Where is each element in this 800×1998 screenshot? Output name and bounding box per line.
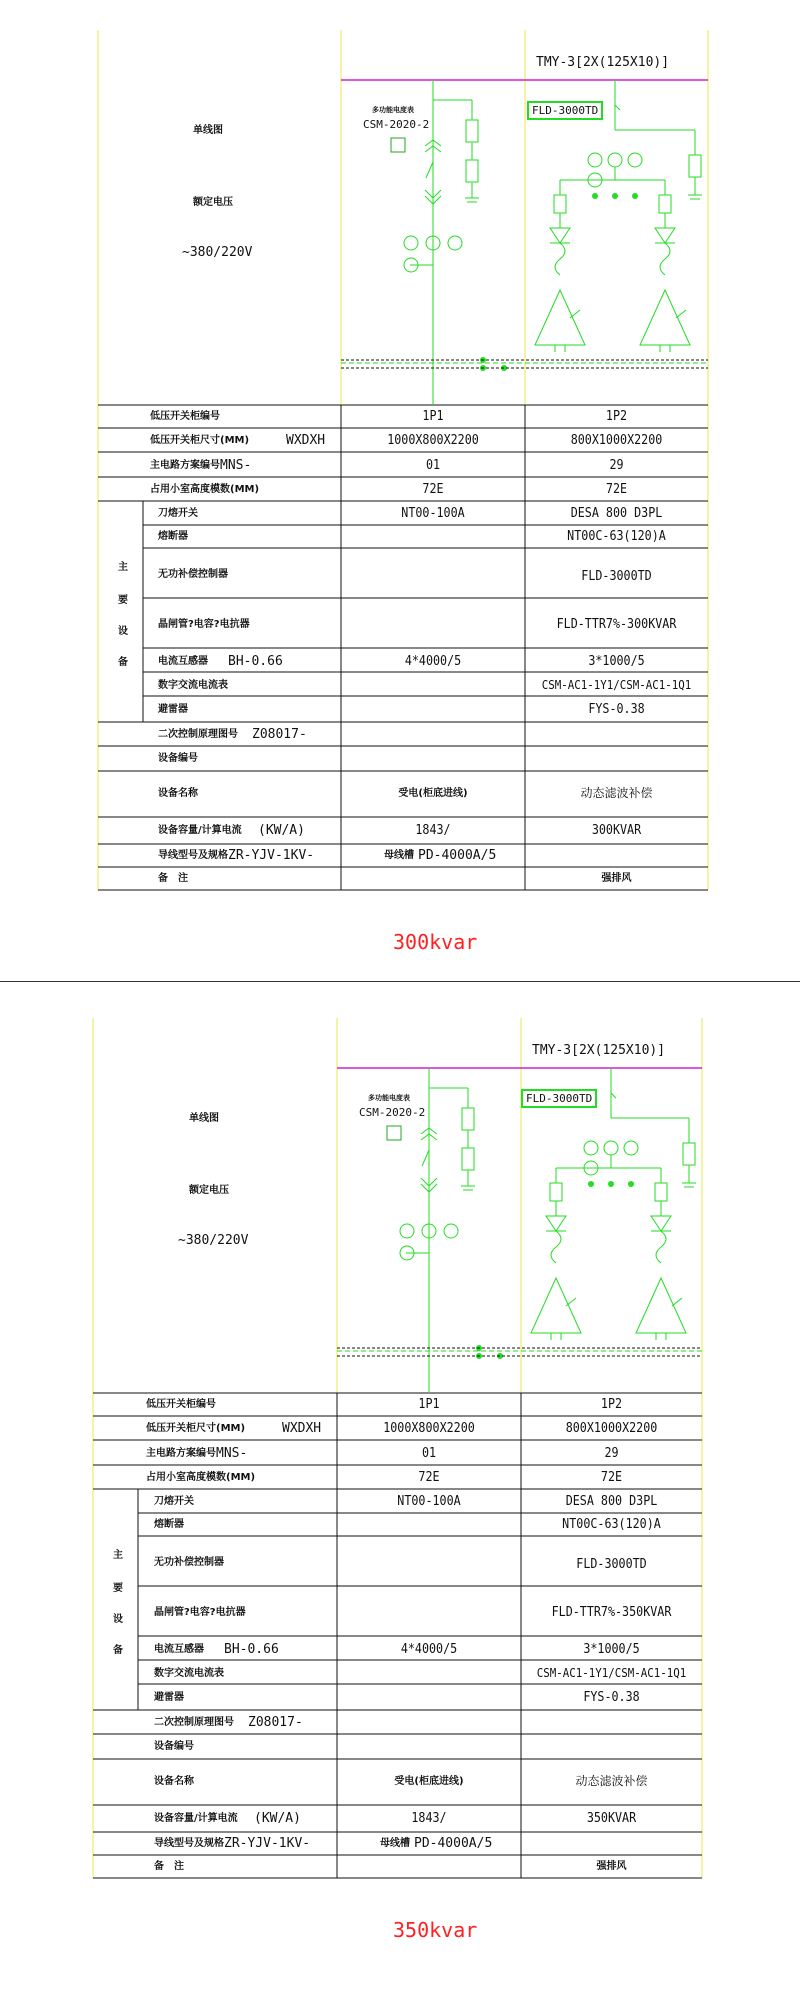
fuse-2: NT00C-63(120)A bbox=[567, 529, 666, 544]
scheme-no-prefix: MNS- bbox=[220, 458, 252, 473]
secondary-prefix: Z08017- bbox=[248, 1715, 303, 1730]
drawing-sheet-300kvar bbox=[0, 0, 800, 980]
cabinet-no-1: 1P1 bbox=[418, 1397, 440, 1412]
scheme-no-prefix: MNS- bbox=[216, 1446, 248, 1461]
filter-compensation-circuit bbox=[531, 1068, 696, 1340]
main-equipment-char-4: 备 bbox=[113, 1645, 123, 1656]
drawer-height-label: 占用小室高度模数(MM) bbox=[146, 1472, 256, 1483]
ct-1: 4*4000/5 bbox=[400, 1642, 458, 1657]
main-equipment-char-2: 要 bbox=[118, 595, 128, 606]
main-equipment-char-1: 主 bbox=[118, 562, 128, 573]
main-equipment-char-3: 设 bbox=[118, 626, 128, 637]
main-equipment-char-1: 主 bbox=[113, 1550, 123, 1561]
schematic-graphics bbox=[0, 0, 800, 900]
knife-switch-label: 刀熔开关 bbox=[158, 508, 198, 519]
secondary-prefix: Z08017- bbox=[252, 727, 307, 742]
thyristor-label: 晶闸管?电容?电抗器 bbox=[158, 619, 250, 630]
capacity-1: 1843/ bbox=[411, 1811, 447, 1826]
drawer-height-1: 72E bbox=[418, 1470, 440, 1485]
device-name-label: 设备名称 bbox=[154, 1776, 194, 1787]
ammeter-label: 数字交流电流表 bbox=[158, 680, 228, 691]
busbar-spec: TMY-3[2X(125X10)] bbox=[532, 1043, 666, 1058]
secondary-label: 二次控制原理图号 bbox=[158, 729, 238, 740]
knife-switch-2: DESA 800 D3PL bbox=[570, 506, 663, 521]
device-name-2: 动态滤波补偿 bbox=[580, 786, 653, 800]
rated-voltage: ~380/220V bbox=[182, 245, 253, 260]
cabinet-size-2: 800X1000X2200 bbox=[570, 433, 663, 448]
main-equipment-char-3: 设 bbox=[113, 1614, 123, 1625]
schematic-graphics bbox=[0, 988, 800, 1888]
fuse-2: NT00C-63(120)A bbox=[562, 1517, 661, 1532]
wire-1: PD-4000A/5 bbox=[418, 848, 497, 863]
meter-label: 多功能电度表 bbox=[372, 106, 414, 114]
var-controller-label: 无功补偿控制器 bbox=[158, 569, 228, 580]
ammeter-2: CSM-AC1-1Y1/CSM-AC1-1Q1 bbox=[541, 678, 692, 692]
scheme-no-label: 主电路方案编号 bbox=[150, 460, 220, 471]
wire-prefix: ZR-YJV-1KV- bbox=[228, 848, 315, 863]
wire-1-label: 母线槽 bbox=[384, 850, 414, 861]
controller-box: FLD-3000TD bbox=[521, 1089, 597, 1108]
fuse-label: 熔断器 bbox=[158, 531, 188, 542]
secondary-label: 二次控制原理图号 bbox=[154, 1717, 234, 1728]
knife-switch-2: DESA 800 D3PL bbox=[565, 1494, 658, 1509]
tap-dots bbox=[476, 1181, 634, 1359]
capacity-prefix: (KW/A) bbox=[258, 823, 305, 838]
scheme-no-2: 29 bbox=[609, 458, 624, 473]
cabinet-size-label: 低压开关柜尺寸(MM) bbox=[146, 1423, 246, 1434]
remark-2: 强排风 bbox=[601, 873, 632, 884]
thyristor-2: FLD-TTR7%-300KVAR bbox=[556, 617, 677, 632]
thyristor-label: 晶闸管?电容?电抗器 bbox=[154, 1607, 246, 1618]
arrester-label: 避雷器 bbox=[154, 1692, 184, 1703]
dashed-bus bbox=[337, 1348, 702, 1356]
single-line-label: 单线图 bbox=[189, 1113, 219, 1124]
ct-label: 电流互感器 bbox=[158, 656, 208, 667]
meter-model: CSM-2020-2 bbox=[359, 1106, 426, 1119]
cabinet-size-2: 800X1000X2200 bbox=[565, 1421, 658, 1436]
wire-prefix: ZR-YJV-1KV- bbox=[224, 1836, 311, 1851]
knife-switch-label: 刀熔开关 bbox=[154, 1496, 194, 1507]
capacity-2: 350KVAR bbox=[586, 1811, 637, 1826]
controller-box: FLD-3000TD bbox=[527, 101, 603, 120]
capacity-2: 300KVAR bbox=[591, 823, 642, 838]
scheme-no-1: 01 bbox=[425, 458, 441, 473]
knife-switch-1: NT00-100A bbox=[401, 506, 465, 521]
meter-label: 多功能电度表 bbox=[368, 1094, 410, 1102]
capacity-label: 设备容量/计算电流 bbox=[154, 1813, 238, 1824]
arrester-2: FYS-0.38 bbox=[588, 702, 645, 717]
capacity-prefix: (KW/A) bbox=[254, 1811, 301, 1826]
cabinet-size-prefix: WXDXH bbox=[282, 1421, 322, 1436]
single-line-label: 单线图 bbox=[193, 125, 223, 136]
wire-1-label: 母线槽 bbox=[380, 1838, 410, 1849]
ct-2: 3*1000/5 bbox=[588, 654, 645, 669]
capacity-caption: 300kvar bbox=[393, 930, 478, 954]
cabinet-no-2: 1P2 bbox=[600, 1397, 623, 1412]
cabinet-size-1: 1000X800X2200 bbox=[387, 433, 479, 448]
arrester-2: FYS-0.38 bbox=[583, 1690, 640, 1705]
cabinet-size-label: 低压开关柜尺寸(MM) bbox=[150, 435, 250, 446]
meter-model: CSM-2020-2 bbox=[363, 118, 430, 131]
device-name-1: 受电(柜底进线) bbox=[398, 788, 468, 799]
fuse-label: 熔断器 bbox=[154, 1519, 184, 1530]
cabinet-no-label: 低压开关柜编号 bbox=[146, 1399, 216, 1410]
wire-1: PD-4000A/5 bbox=[414, 1836, 493, 1851]
ct-label: 电流互感器 bbox=[154, 1644, 204, 1655]
scheme-no-2: 29 bbox=[604, 1446, 619, 1461]
ct-prefix: BH-0.66 bbox=[228, 654, 283, 669]
sheet-divider bbox=[0, 981, 800, 982]
capacity-label: 设备容量/计算电流 bbox=[158, 825, 242, 836]
remark-label: 备 注 bbox=[154, 1861, 184, 1872]
thyristor-2: FLD-TTR7%-350KVAR bbox=[551, 1605, 672, 1620]
device-no-label: 设备编号 bbox=[158, 753, 198, 764]
ammeter-label: 数字交流电流表 bbox=[154, 1668, 224, 1679]
drawing-sheet-350kvar bbox=[0, 988, 800, 1988]
arrester-label: 避雷器 bbox=[158, 704, 188, 715]
scheme-no-label: 主电路方案编号 bbox=[146, 1448, 216, 1459]
drawer-height-1: 72E bbox=[422, 482, 444, 497]
wire-label: 导线型号及规格 bbox=[158, 850, 228, 861]
cabinet-no-label: 低压开关柜编号 bbox=[150, 411, 220, 422]
device-name-2: 动态滤波补偿 bbox=[575, 1774, 648, 1788]
var-controller-2: FLD-3000TD bbox=[581, 569, 652, 584]
capacity-caption: 350kvar bbox=[393, 1918, 478, 1942]
remark-label: 备 注 bbox=[158, 873, 188, 884]
knife-switch-1: NT00-100A bbox=[397, 1494, 461, 1509]
main-equipment-char-4: 备 bbox=[118, 657, 128, 668]
drawer-height-2: 72E bbox=[600, 1470, 623, 1485]
remark-2: 强排风 bbox=[596, 1861, 627, 1872]
rated-voltage-label: 额定电压 bbox=[193, 197, 233, 208]
var-controller-label: 无功补偿控制器 bbox=[154, 1557, 224, 1568]
var-controller-2: FLD-3000TD bbox=[576, 1557, 647, 1572]
scheme-no-1: 01 bbox=[421, 1446, 437, 1461]
table-grid bbox=[98, 405, 708, 890]
device-name-label: 设备名称 bbox=[158, 788, 198, 799]
main-equipment-char-2: 要 bbox=[113, 1583, 123, 1594]
drawer-height-label: 占用小室高度模数(MM) bbox=[150, 484, 260, 495]
device-name-1: 受电(柜底进线) bbox=[394, 1776, 464, 1787]
wire-label: 导线型号及规格 bbox=[154, 1838, 224, 1849]
ct-2: 3*1000/5 bbox=[583, 1642, 640, 1657]
busbar-spec: TMY-3[2X(125X10)] bbox=[536, 55, 670, 70]
cabinet-size-1: 1000X800X2200 bbox=[383, 1421, 475, 1436]
tap-dots bbox=[480, 193, 638, 371]
ct-1: 4*4000/5 bbox=[404, 654, 462, 669]
ammeter-2: CSM-AC1-1Y1/CSM-AC1-1Q1 bbox=[536, 1666, 687, 1680]
cabinet-no-1: 1P1 bbox=[422, 409, 444, 424]
filter-compensation-circuit bbox=[535, 80, 702, 352]
rated-voltage-label: 额定电压 bbox=[189, 1185, 229, 1196]
device-no-label: 设备编号 bbox=[154, 1741, 194, 1752]
ct-prefix: BH-0.66 bbox=[224, 1642, 279, 1657]
drawer-height-2: 72E bbox=[605, 482, 628, 497]
rated-voltage: ~380/220V bbox=[178, 1233, 249, 1248]
table-grid bbox=[93, 1393, 702, 1878]
cabinet-size-prefix: WXDXH bbox=[286, 433, 326, 448]
capacity-1: 1843/ bbox=[415, 823, 451, 838]
cabinet-no-2: 1P2 bbox=[605, 409, 628, 424]
